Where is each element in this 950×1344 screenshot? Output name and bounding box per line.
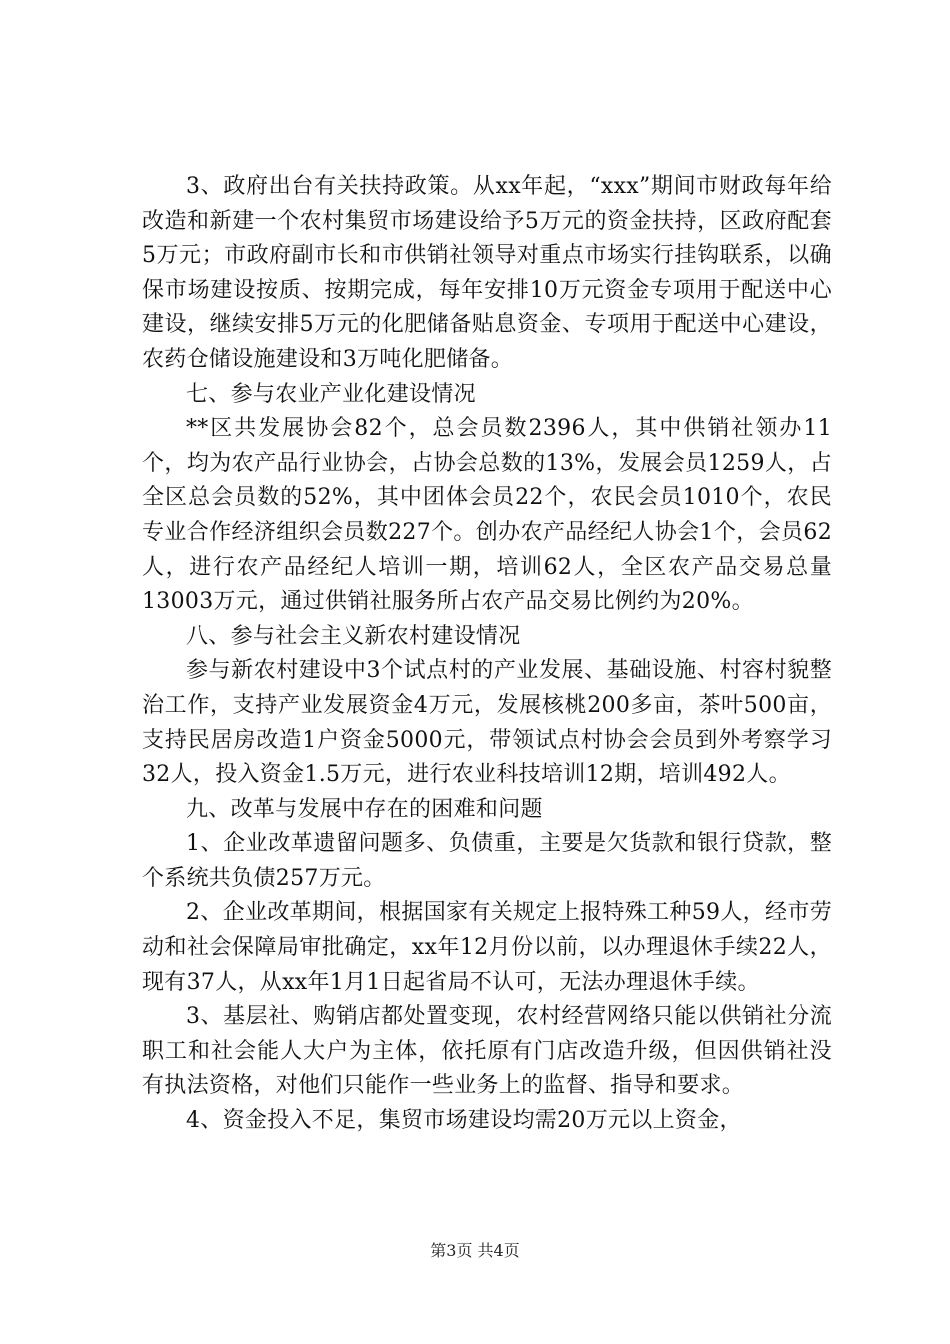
- paragraph-associations: **区共发展协会82个，总会员数2396人，其中供销社领办11个，均为农产品行业协会，占协会总数的13%，发展会员1259人，占全区总会员数的52%，其中团体会员22个，农民会员1010个，农民专业合作经济组织会员数227个。创办农产品经纪人协会1个，会员62人，进行农产品经纪人培训一期，培训62人，全区农产品交易总量13003万元，通过供销社服务所占农产品交易比例约为20%。: [142, 416, 832, 615]
- paragraph-retirement: 2、企业改革期间，根据国家有关规定上报特殊工种59人，经市劳动和社会保障局审批确定，xx年12月份以前，以办理退休手续22人，现有37人，从xx年1月1日起省局不认可，无法办理退休手续。: [142, 900, 832, 995]
- heading-industrialization: 七、参与农业产业化建设情况: [186, 381, 476, 407]
- document-body: [142, 170, 832, 1139]
- heading-new-countryside: 八、参与社会主义新农村建设情况: [186, 623, 521, 649]
- paragraph-debt: 1、企业改革遗留问题多、负债重，主要是欠货款和银行贷款，整个系统共负债257万元。: [142, 831, 832, 891]
- paragraph-pilot-villages: 参与新农村建设中3个试点村的产业发展、基础设施、村容村貌整治工作，支持产业发展资金4万元，发展核桃200多亩，茶叶500亩，支持民居房改造1户资金5000元，带领试点村协会会员到外考察学习32人，投入资金1.5万元，进行农业科技培训12期，培训492人。: [142, 658, 832, 788]
- paragraph-funding: 4、资金投入不足，集贸市场建设均需20万元以上资金，: [186, 1108, 742, 1134]
- paragraph-policy-support: 3、政府出台有关扶持政策。从xx年起，“xxx”期间市财政每年给改造和新建一个农村集贸市场建设给予5万元的资金扶持，区政府配套5万元；市政府副市长和市供销社领导对重点市场实行挂钩联系，以确保市场建设按质、按期完成，每年安排10万元资金专项用于配送中心建设，继续安排5万元的化肥储备贴息资金、专项用于配送中心建设，农药仓储设施建设和3万吨化肥储备。: [142, 174, 832, 372]
- heading-difficulties: 九、改革与发展中存在的困难和问题: [186, 796, 543, 822]
- paragraph-network: 3、基层社、购销店都处置变现，农村经营网络只能以供销社分流职工和社会能人大户为主体，依托原有门店改造升级，但因供销社没有执法资格，对他们只能作一些业务上的监督、指导和要求。: [142, 1004, 832, 1099]
- page-number-footer: 第3页 共4页: [430, 1241, 520, 1260]
